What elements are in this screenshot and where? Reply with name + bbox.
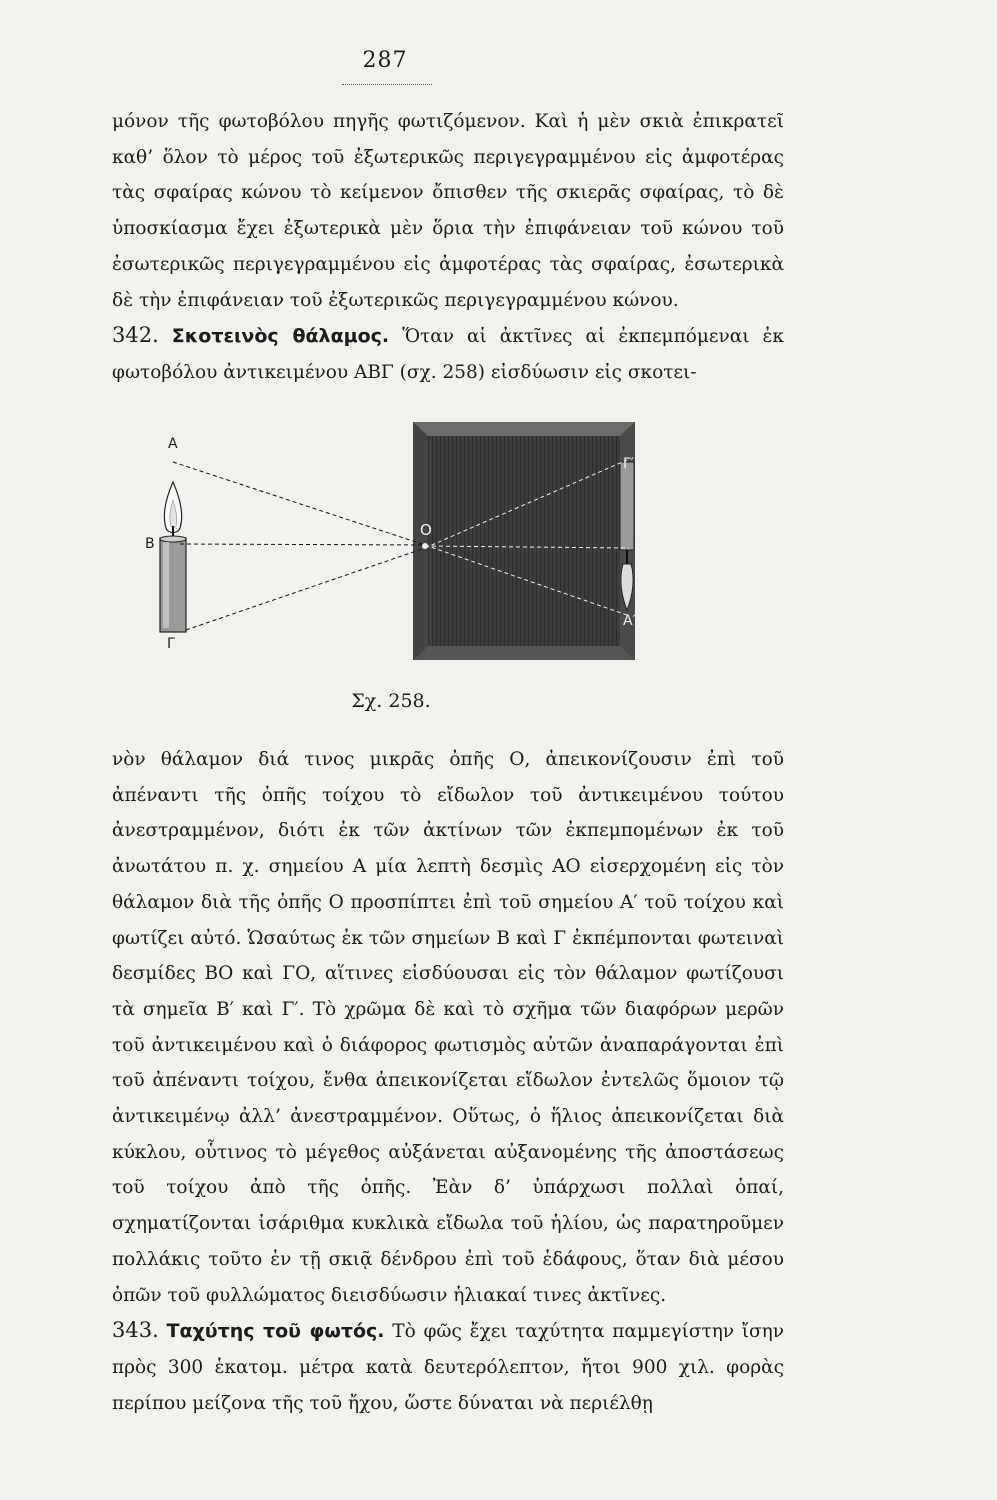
candle [160, 482, 186, 632]
dark-chamber [413, 422, 635, 660]
section-343-number: 343. [112, 1318, 159, 1343]
section-342-text-before-figure: Ὅταν αἱ ἀκτῖνες αἱ ἐκπεμπόμεναι ἐκ φωτοβόλου ἀντικειμένου ΑΒΓ (σχ. 258) εἰσδύωσιν εἰς σκοτει- [112, 326, 784, 383]
text-block-bottom [112, 742, 784, 1421]
label-o: Ο [420, 521, 432, 539]
page-number: 287 [362, 48, 408, 73]
page-number-rule [342, 84, 432, 85]
label-a-prime: Α′ [623, 613, 636, 629]
label-b: Β [145, 536, 155, 552]
label-g: Γ [167, 636, 175, 652]
label-g-prime: Γ′ [623, 456, 634, 472]
inverted-candle-image [620, 462, 634, 610]
section-342-number: 342. [112, 323, 159, 348]
section-342-text-after-figure: νὸν θάλαμον διά τινος μικρᾶς ὀπῆς Ο, ἀπεικονίζουσιν ἐπὶ τοῦ ἀπέναντι τῆς ὀπῆς τοίχου τὸ εἴδωλον τοῦ ἀντικειμένου τούτου ἀνεστραμμένον, διότι ἐκ τῶν ἀκτίνων τῶν ἐκπεμπομένων ἐκ τοῦ ἀνωτάτου π. χ. σημείου Α μία λεπτὴ δεσμὶς ΑΟ εἰσερχομένη εἰς τὸν θάλαμον διὰ τῆς ὀπῆς Ο προσπίπτει ἐπὶ τοῦ σημείου Α′ τοῦ τοίχου καὶ φωτίζει αὐτό. Ὡσαύτως ἐκ τῶν σημείων Β καὶ Γ ἐκπέμπονται φωτειναὶ δεσμίδες ΒΟ καὶ ΓΟ, αἵτινες εἰσδύουσαι εἰς τὸν θάλαμον φωτίζουσι τὰ σημεῖα Β′ καὶ Γ′. Τὸ χρῶμα δὲ καὶ τὸ σχῆμα τῶν διαφόρων μερῶν τοῦ ἀντικειμένου καὶ ὁ διάφορος φωτισμὸς αὐτῶν ἀναπαράγονται ἐπὶ τοῦ ἀπέναντι τοίχου, ἔνθα ἀπεικονίζεται εἴδωλον ἐντελῶς ὅμοιον τῷ ἀντικειμένῳ ἀλλ’ ἀνεστραμμένον. Οὕτως, ὁ ἥλιος ἀπεικονίζεται διὰ κύκλου, οὗτινος τὸ μέγεθος αὐξάνεται αὐξανομένης τῆς ἀποστάσεως τοῦ τοίχου ἀπὸ τῆς ὀπῆς. Ἐὰν δ’ ὑπάρχωσι πολλαὶ ὀπαί, σχηματίζονται ἰσάριθμα κυκλικὰ εἴδωλα τοῦ ἡλίου, ὡς παρατηροῦμεν πολλάκις τοῦτο ἐν τῇ σκιᾷ δένδρου ἐπὶ τοῦ ἐδάφους, ὅταν διὰ μέσου ὀπῶν τοῦ φυλλώματος διεισδύωσιν ἡλιακαί τινες ἀκτῖνες. [112, 749, 784, 1306]
label-a: Α [168, 436, 178, 452]
camera-obscura-figure [140, 420, 660, 695]
section-343-text: Τὸ φῶς ἔχει ταχύτητα παμμεγίστην ἴσην πρὸς 300 ἑκατομ. μέτρα κατὰ δευτερόλεπτον, ἤτοι 900 χιλ. φορὰς περίπου μείζονα τῆς τοῦ ἤχου, ὥστε δύναται νὰ περιέλθῃ [112, 1321, 784, 1414]
text-block-top [112, 104, 784, 391]
section-343-title: Ταχύτης τοῦ φωτός. [166, 1320, 385, 1343]
section-342-title: Σκοτεινὸς θάλαμος. [171, 325, 390, 348]
label-b-prime: Β′ [636, 541, 649, 557]
pinhole-o [422, 543, 428, 549]
intro-paragraph: μόνον τῆς φωτοβόλου πηγῆς φωτιζόμενον. Καὶ ἡ μὲν σκιὰ ἐπικρατεῖ καθ’ ὅλον τὸ μέρος τοῦ ἐξωτερικῶς περιγεγραμμένου εἰς ἀμφοτέρας τὰς σφαίρας κώνου τὸ κείμενον ὄπισθεν τῆς σκιερᾶς σφαίρας, τὸ δὲ ὑποσκίασμα ἔχει ἐξωτερικὰ μὲν ὅρια τὴν ἐπιφάνειαν τοῦ κώνου τοῦ ἐσωτερικῶς περιγεγραμμένου εἰς ἀμφοτέρας τὰς σφαίρας, ἐσωτερικὰ δὲ τὴν ἐπιφάνειαν τοῦ ἐξωτερικῶς περιγεγραμμένου κώνου. [112, 111, 784, 311]
section-342-opening [112, 318, 784, 390]
section-343-paragraph [112, 1313, 784, 1421]
figure-caption: Σχ. 258. [351, 690, 431, 712]
